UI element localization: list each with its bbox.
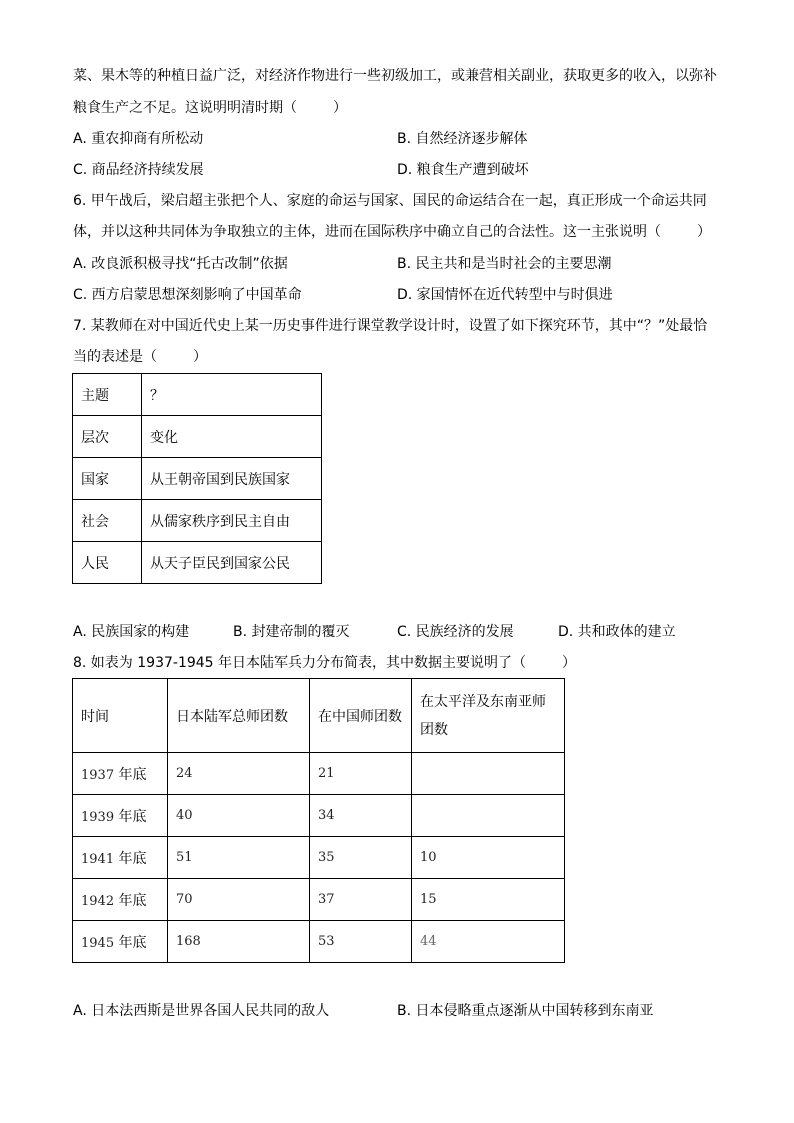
- column-header: 日本陆军总师团数: [168, 679, 310, 753]
- china-divisions-cell: 53: [310, 921, 412, 963]
- q8-stem-line1: 8. 如表为 1937-1945 年日本陆军兵力分布简表，其中数据主要说明了（ ）: [73, 655, 577, 671]
- q5-stem-line2: 粮食生产之不足。这说明明清时期（ ）: [73, 100, 347, 116]
- year-cell: 1942 年底: [73, 879, 168, 921]
- total-divisions-cell: 70: [168, 879, 310, 921]
- table-row: [73, 374, 322, 416]
- table-row: [73, 753, 565, 795]
- pacific-divisions-cell: 10: [412, 837, 565, 879]
- q7-stem-line2: 当的表述是（ ）: [73, 349, 207, 365]
- total-divisions-cell: 24: [168, 753, 310, 795]
- q7-option-d[interactable]: D. 共和政体的建立: [558, 624, 676, 640]
- table-header-row: [73, 679, 565, 753]
- table-cell: 主题: [73, 374, 142, 416]
- column-header: 在中国师团数: [310, 679, 412, 753]
- q6-stem-line1: 6. 甲午战后，梁启超主张把个人、家庭的命运与国家、国民的命运结合在一起，真正形成一个命运共同: [73, 193, 707, 209]
- column-header: 时间: [73, 679, 168, 753]
- table-row: [73, 795, 565, 837]
- q8-option-b[interactable]: B. 日本侵略重点逐渐从中国转移到东南亚: [397, 1003, 654, 1019]
- table-row: [73, 416, 322, 458]
- china-divisions-cell: 37: [310, 879, 412, 921]
- year-cell: 1941 年底: [73, 837, 168, 879]
- table-cell: 变化: [142, 416, 322, 458]
- pacific-divisions-cell: [412, 795, 565, 837]
- table-cell: 从王朝帝国到民族国家: [142, 458, 322, 500]
- q6-option-d[interactable]: D. 家国情怀在近代转型中与时俱进: [397, 287, 613, 303]
- table-cell: 国家: [73, 458, 142, 500]
- table-cell: 从天子臣民到国家公民: [142, 542, 322, 584]
- q5-option-c[interactable]: C. 商品经济持续发展: [73, 162, 204, 178]
- q7-stem-line1: 7. 某教师在对中国近代史上某一历史事件进行课堂教学设计时，设置了如下探究环节，其中“？”处最恰: [73, 318, 708, 334]
- q7-table: [72, 373, 322, 584]
- q6-option-b[interactable]: B. 民主共和是当时社会的主要思潮: [397, 256, 612, 272]
- table-cell: ？: [142, 374, 322, 416]
- q7-option-a[interactable]: A. 民族国家的构建: [73, 624, 190, 640]
- table-cell: 层次: [73, 416, 142, 458]
- china-divisions-cell: 21: [310, 753, 412, 795]
- year-cell: 1945 年底: [73, 921, 168, 963]
- china-divisions-cell: 34: [310, 795, 412, 837]
- q7-option-b[interactable]: B. 封建帝制的覆灭: [233, 624, 350, 640]
- q5-stem-line1: 菜、果木等的种植日益广泛，对经济作物进行一些初级加工，或兼营相关副业，获取更多的收入，以弥补: [73, 68, 717, 84]
- year-cell: 1939 年底: [73, 795, 168, 837]
- column-header: 在太平洋及东南亚师团数: [412, 679, 565, 753]
- q5-option-a[interactable]: A. 重农抑商有所松动: [73, 131, 204, 147]
- q6-option-a[interactable]: A. 改良派积极寻找“托古改制”依据: [73, 256, 288, 272]
- table-row: [73, 837, 565, 879]
- pacific-divisions-cell: [412, 753, 565, 795]
- table-cell: 社会: [73, 500, 142, 542]
- q8-option-a[interactable]: A. 日本法西斯是世界各国人民共同的敌人: [73, 1003, 330, 1019]
- q8-table: [72, 678, 565, 963]
- pacific-divisions-cell: 44: [412, 921, 565, 963]
- table-cell: 人民: [73, 542, 142, 584]
- total-divisions-cell: 40: [168, 795, 310, 837]
- table-row: [73, 921, 565, 963]
- china-divisions-cell: 35: [310, 837, 412, 879]
- year-cell: 1937 年底: [73, 753, 168, 795]
- table-row: [73, 542, 322, 584]
- q7-option-c[interactable]: C. 民族经济的发展: [397, 624, 514, 640]
- table-row: [73, 879, 565, 921]
- table-row: [73, 458, 322, 500]
- q5-option-d[interactable]: D. 粮食生产遭到破坏: [397, 162, 529, 178]
- total-divisions-cell: 51: [168, 837, 310, 879]
- pacific-divisions-cell: 15: [412, 879, 565, 921]
- q6-stem-line2: 体，并以这种共同体为争取独立的主体，进而在国际秩序中确立自己的合法性。这一主张说明（ ）: [73, 224, 711, 240]
- table-cell: 从儒家秩序到民主自由: [142, 500, 322, 542]
- table-row: [73, 500, 322, 542]
- total-divisions-cell: 168: [168, 921, 310, 963]
- q6-option-c[interactable]: C. 西方启蒙思想深刻影响了中国革命: [73, 287, 302, 303]
- q5-option-b[interactable]: B. 自然经济逐步解体: [397, 131, 528, 147]
